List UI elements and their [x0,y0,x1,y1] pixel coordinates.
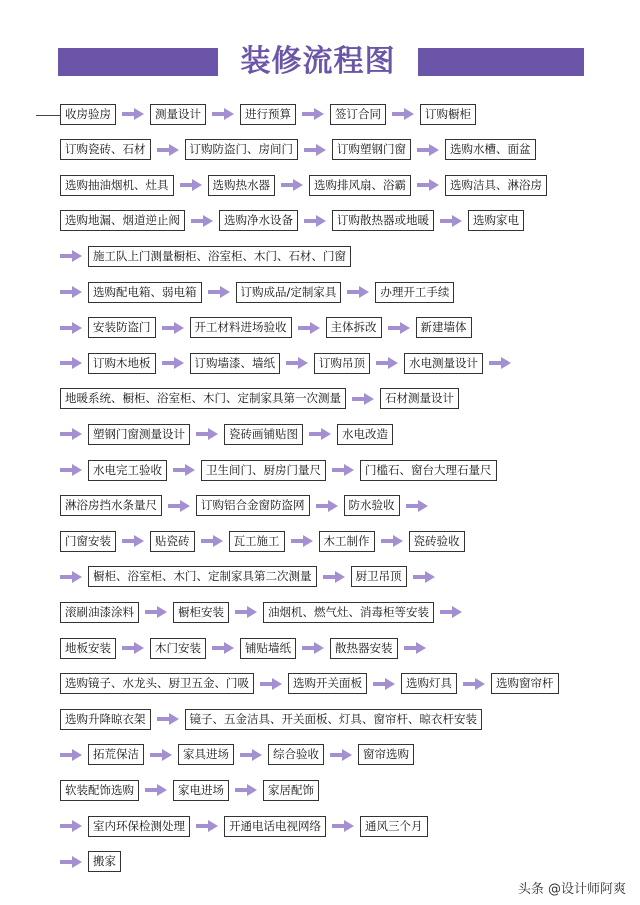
flow-step: 地板安装 [60,638,116,659]
arrow-right-icon [235,606,257,618]
arrow-right-icon [388,322,410,334]
arrow-right-icon [60,250,82,262]
flow-step: 门窗安装 [60,531,116,552]
flow-row [60,742,580,768]
flow-row [60,671,580,697]
flow-step: 收房验房 [60,104,116,125]
flow-step: 办理开工手续 [375,282,454,303]
arrow-right-icon [304,144,326,156]
flow-step: 订购塑钢门窗 [332,139,411,160]
arrow-right-icon [302,642,324,654]
arrow-right-icon [196,428,218,440]
flow-step: 选购抽油烟机、灶具 [60,175,174,196]
flow-row [60,172,580,198]
flow-step: 选购热水器 [208,175,276,196]
arrow-right-icon [304,215,326,227]
flow-step: 窗帘选购 [358,744,414,765]
arrow-right-icon [330,749,352,761]
arrow-right-icon [60,428,82,440]
flow-step: 订购防盗门、房间门 [185,139,299,160]
arrow-right-icon [212,642,234,654]
arrow-right-icon [298,322,320,334]
arrow-right-icon [145,784,167,796]
arrow-right-icon [157,713,179,725]
flow-step: 水电完工验收 [88,460,167,481]
arrow-right-icon [417,144,439,156]
flow-step: 搬家 [88,851,121,872]
flow-step: 选购镜子、水龙头、厨卫五金、门吸 [60,673,254,694]
flow-step: 家电进场 [173,780,229,801]
flow-step: 镜子、五金洁具、开关面板、灯具、窗帘杆、晾衣杆安装 [185,709,483,730]
flow-row [60,208,580,234]
arrow-right-icon [286,357,308,369]
flow-step: 选购家电 [468,210,524,231]
flow-step: 拓荒保洁 [88,744,144,765]
flow-step: 选购洁具、淋浴房 [445,175,547,196]
flow-step: 通风三个月 [360,816,428,837]
arrow-right-icon [392,108,414,120]
flow-row [60,137,580,163]
flow-step: 测量设计 [150,104,206,125]
arrow-right-icon [352,393,374,405]
flow-step: 橱柜、浴室柜、木门、定制家具第二次测量 [88,566,317,587]
flow-row [60,315,580,341]
arrow-right-icon [60,571,82,583]
arrow-right-icon [316,500,338,512]
title-bar-right [418,48,584,76]
flow-step: 选购水槽、面盆 [445,139,536,160]
flow-step: 地暖系统、橱柜、浴室柜、木门、定制家具第一次测量 [60,388,346,409]
flow-row [60,635,580,661]
arrow-right-icon [196,820,218,832]
flow-step: 软装配饰选购 [60,780,139,801]
arrow-right-icon [291,535,313,547]
title-bar-left [58,48,218,76]
flow-step: 门槛石、窗台大理石量尺 [360,460,497,481]
arrow-right-icon [376,357,398,369]
flow-step: 贴瓷砖 [150,531,195,552]
flow-step: 签订合同 [330,104,386,125]
flow-step: 选购升降晾衣架 [60,709,151,730]
flow-step: 订购橱柜 [420,104,476,125]
flow-step: 水电测量设计 [404,353,483,374]
arrow-right-icon [260,678,282,690]
flow-step: 家居配饰 [263,780,319,801]
arrow-right-icon [122,535,144,547]
flow-step: 橱柜安装 [173,602,229,623]
flow-step: 订购成品/定制家具 [236,282,342,303]
flow-row [60,564,580,590]
flow-step: 开通电话电视网络 [224,816,326,837]
flow-step: 室内环保检测处理 [88,816,190,837]
flow-step: 滚刷油漆涂料 [60,602,139,623]
flow-step: 开工材料进场验收 [190,317,292,338]
arrow-right-icon [60,820,82,832]
flow-step: 石材测量设计 [380,388,459,409]
flow-step: 选购开关面板 [288,673,367,694]
flow-step: 订购墙漆、墙纸 [190,353,281,374]
arrow-right-icon [406,500,428,512]
arrow-right-icon [240,749,262,761]
arrow-right-icon [168,500,190,512]
arrow-right-icon [404,642,426,654]
flow-step: 订购散热器或地暖 [332,210,434,231]
flow-row [60,421,580,447]
flow-step: 瓷砖验收 [409,531,465,552]
flow-step: 选购地漏、烟道逆止阀 [60,210,185,231]
flow-step: 防水验收 [344,495,400,516]
arrow-right-icon [489,357,511,369]
arrow-right-icon [208,286,230,298]
arrow-right-icon [122,642,144,654]
arrow-right-icon [309,428,331,440]
flow-step: 订购木地板 [88,353,156,374]
arrow-right-icon [332,820,354,832]
arrow-right-icon [60,322,82,334]
flow-step: 综合验收 [268,744,324,765]
arrow-right-icon [440,606,462,618]
arrow-right-icon [463,678,485,690]
flow-step: 施工队上门测量橱柜、浴室柜、木门、石材、门窗 [88,246,351,267]
arrow-right-icon [381,535,403,547]
flow-row [60,350,580,376]
flow-row [60,777,580,803]
flow-step: 淋浴房挡水条量尺 [60,495,162,516]
flow-step: 选购净水设备 [219,210,298,231]
arrow-right-icon [162,322,184,334]
flow-step: 散热器安装 [330,638,398,659]
arrow-right-icon [323,571,345,583]
flow-step: 订购瓷砖、石材 [60,139,151,160]
flow-step: 瓷砖画铺贴图 [224,424,303,445]
flow-row [60,243,580,269]
arrow-right-icon [60,856,82,868]
arrow-right-icon [302,108,324,120]
flow-step: 木门安装 [150,638,206,659]
arrow-right-icon [60,749,82,761]
arrow-right-icon [347,286,369,298]
flow-step: 进行预算 [240,104,296,125]
flow-row [60,528,580,554]
arrow-right-icon [157,144,179,156]
arrow-right-icon [60,286,82,298]
arrow-right-icon [440,215,462,227]
arrow-right-icon [413,571,435,583]
arrow-right-icon [145,606,167,618]
arrow-right-icon [417,179,439,191]
arrow-right-icon [235,784,257,796]
arrow-right-icon [212,108,234,120]
flow-step: 新建墙体 [416,317,472,338]
watermark: 头条 @设计师阿爽 [517,882,626,897]
flow-row [60,386,580,412]
flow-step: 选购灯具 [401,673,457,694]
flow-row [60,279,580,305]
flow-step: 瓦工施工 [229,531,285,552]
flow-step: 选购配电箱、弱电箱 [88,282,202,303]
flow-row [60,813,580,839]
flow-row [60,493,580,519]
flow-row [60,706,580,732]
arrow-right-icon [60,464,82,476]
flow-row [60,599,580,625]
arrow-right-icon [180,179,202,191]
arrow-right-icon [201,535,223,547]
flow-step: 家具进场 [178,744,234,765]
flow-step: 主体拆改 [326,317,382,338]
flow-step: 选购窗帘杆 [491,673,559,694]
arrow-right-icon [150,749,172,761]
arrow-right-icon [281,179,303,191]
flow-step: 铺贴墙纸 [240,638,296,659]
flow-step: 塑钢门窗测量设计 [88,424,190,445]
arrow-right-icon [373,678,395,690]
arrow-right-icon [332,464,354,476]
flow-step: 选购排风扇、浴霸 [309,175,411,196]
arrow-right-icon [173,464,195,476]
flow-row [60,101,580,127]
arrow-right-icon [60,357,82,369]
flow-row [60,849,580,875]
flow-step: 厨卫吊顶 [351,566,407,587]
arrow-right-icon [162,357,184,369]
flow-step: 安装防盗门 [88,317,156,338]
flow-step: 木工制作 [319,531,375,552]
start-line [36,115,62,116]
page-title: 装修流程图 [240,44,396,79]
flow-step: 油烟机、燃气灶、消毒柜等安装 [263,602,434,623]
arrow-right-icon [122,108,144,120]
arrow-right-icon [191,215,213,227]
flow-step: 订购吊顶 [314,353,370,374]
flow-step: 订购铝合金窗防盗网 [196,495,310,516]
flow-step: 水电改造 [337,424,393,445]
flow-row [60,457,580,483]
flow-step: 卫生间门、厨房门量尺 [201,460,326,481]
